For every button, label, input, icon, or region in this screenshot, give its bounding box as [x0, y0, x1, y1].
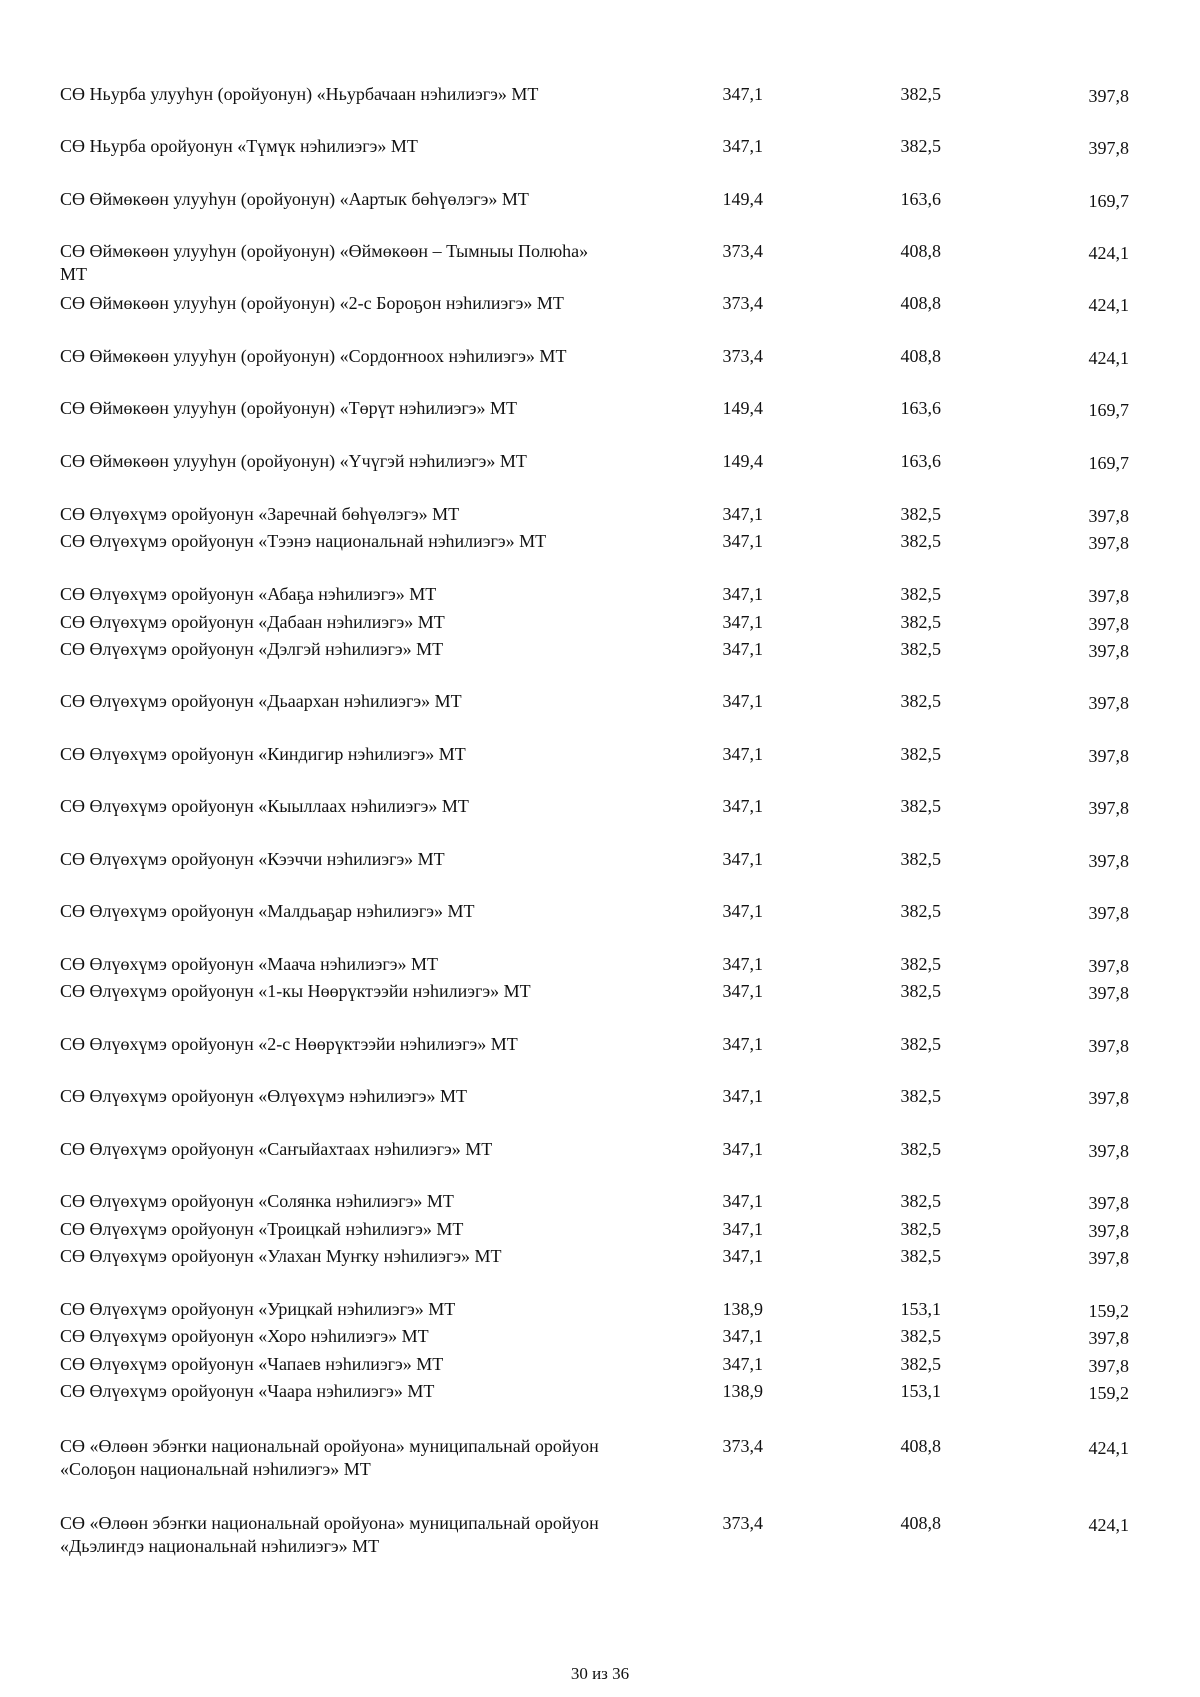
- value-col-1: 347,1: [722, 1139, 763, 1159]
- value-col-1: 138,9: [722, 1381, 763, 1401]
- value-col-2: 382,5: [900, 691, 941, 711]
- value-col-2: 382,5: [900, 981, 941, 1001]
- municipality-name: СӨ Өлүөхүмэ оройуонун «Заречнай бөһүөлэгэ» МТ: [60, 504, 460, 524]
- value-col-1: 347,1: [722, 901, 763, 921]
- municipality-name: СӨ «Өлөөн эбэҥки национальнай оройуона» муниципальнай оройуон «Солоҕон национальнай нэһилиэгэ» МТ: [60, 1436, 599, 1479]
- value-col-1: 347,1: [722, 849, 763, 869]
- municipality-name: СӨ Өлүөхүмэ оройуонун «1-кы Нөөрүктээйи нэһилиэгэ» МТ: [60, 981, 531, 1001]
- value-col-3: 397,8: [1088, 1088, 1129, 1108]
- value-col-3: 397,8: [1088, 138, 1129, 158]
- value-col-2: 382,5: [900, 1086, 941, 1106]
- value-col-2: 382,5: [900, 744, 941, 764]
- municipality-name: СӨ Өлүөхүмэ оройуонун «Абаҕа нэһилиэгэ» МТ: [60, 584, 437, 604]
- municipality-name: СӨ Өлүөхүмэ оройуонун «Кээччи нэһилиэгэ» МТ: [60, 849, 445, 869]
- value-col-3: 169,7: [1088, 191, 1129, 211]
- municipality-name: СӨ Өлүөхүмэ оройуонун «Дэлгэй нэһилиэгэ» МТ: [60, 639, 444, 659]
- value-col-2: 153,1: [900, 1381, 941, 1401]
- municipality-name: СӨ Өлүөхүмэ оройуонун «2-с Нөөрүктээйи нэһилиэгэ» МТ: [60, 1034, 518, 1054]
- value-col-3: 397,8: [1088, 983, 1129, 1003]
- value-col-1: 347,1: [722, 136, 763, 156]
- value-col-2: 408,8: [900, 346, 941, 366]
- value-col-3: 397,8: [1088, 614, 1129, 634]
- municipality-name: СӨ Өлүөхүмэ оройуонун «Хоро нэһилиэгэ» МТ: [60, 1326, 429, 1346]
- value-col-3: 397,8: [1088, 693, 1129, 713]
- value-col-2: 163,6: [900, 398, 941, 418]
- value-col-1: 149,4: [722, 451, 763, 471]
- municipality-name: СӨ Өлүөхүмэ оройуонун «Солянка нэһилиэгэ» МТ: [60, 1191, 454, 1211]
- municipality-name: СӨ Өймөкөөн улууһун (оройуонун) «Өймөкөөн – Тымныы Полюһа» МТ: [60, 241, 589, 284]
- municipality-name: СӨ Өлүөхүмэ оройуонун «Троицкай нэһилиэгэ» МТ: [60, 1219, 464, 1239]
- value-col-1: 347,1: [722, 954, 763, 974]
- value-col-2: 382,5: [900, 954, 941, 974]
- municipality-name: СӨ Өлүөхүмэ оройуонун «Тээнэ национальнай нэһилиэгэ» МТ: [60, 531, 547, 551]
- value-col-3: 424,1: [1088, 243, 1129, 263]
- value-col-3: 397,8: [1088, 586, 1129, 606]
- municipality-name: СӨ Ньурба оройуонун «Түмүк нэһилиэгэ» МТ: [60, 136, 418, 156]
- value-col-2: 408,8: [900, 1436, 941, 1456]
- municipality-name: СӨ Өлүөхүмэ оройуонун «Малдьаҕар нэһилиэгэ» МТ: [60, 901, 475, 921]
- value-col-1: 347,1: [722, 612, 763, 632]
- value-col-3: 169,7: [1088, 400, 1129, 420]
- value-col-1: 347,1: [722, 691, 763, 711]
- value-col-3: 397,8: [1088, 903, 1129, 923]
- value-col-3: 159,2: [1088, 1301, 1129, 1321]
- value-col-1: 373,4: [722, 293, 763, 313]
- value-col-1: 149,4: [722, 398, 763, 418]
- municipality-name: СӨ Ньурба улууһун (оройуонун) «Ньурбачаан нэһилиэгэ» МТ: [60, 84, 539, 104]
- municipality-name: СӨ Өлүөхүмэ оройуонун «Чаара нэһилиэгэ» МТ: [60, 1381, 435, 1401]
- municipality-name: СӨ Өймөкөөн улууһун (оройуонун) «2-с Бороҕон нэһилиэгэ» МТ: [60, 293, 564, 313]
- municipality-name: СӨ Өймөкөөн улууһун (оройуонун) «Үчүгэй нэһилиэгэ» МТ: [60, 451, 527, 471]
- value-col-2: 382,5: [900, 1326, 941, 1346]
- value-col-3: 397,8: [1088, 956, 1129, 976]
- value-col-2: 408,8: [900, 1513, 941, 1533]
- value-col-1: 347,1: [722, 1034, 763, 1054]
- value-col-2: 382,5: [900, 796, 941, 816]
- value-col-2: 382,5: [900, 1191, 941, 1211]
- value-col-3: 397,8: [1088, 1141, 1129, 1161]
- municipality-name: СӨ Өлүөхүмэ оройуонун «Чапаев нэһилиэгэ» МТ: [60, 1354, 444, 1374]
- value-col-1: 347,1: [722, 1086, 763, 1106]
- value-col-2: 382,5: [900, 1139, 941, 1159]
- municipality-name: СӨ Өлүөхүмэ оройуонун «Улахан Муҥку нэһилиэгэ» МТ: [60, 1246, 502, 1266]
- value-col-2: 382,5: [900, 1034, 941, 1054]
- municipality-name: СӨ Өлүөхүмэ оройуонун «Кыыллаах нэһилиэгэ» МТ: [60, 796, 469, 816]
- value-col-2: 163,6: [900, 451, 941, 471]
- municipality-name: СӨ Өлүөхүмэ оройуонун «Киндигир нэһилиэгэ» МТ: [60, 744, 466, 764]
- municipality-name: СӨ «Өлөөн эбэҥки национальнай оройуона» муниципальнай оройуон «Дьэлиҥдэ национальнай нэһилиэгэ» МТ: [60, 1513, 599, 1556]
- value-col-3: 397,8: [1088, 1248, 1129, 1268]
- value-col-3: 397,8: [1088, 533, 1129, 553]
- value-col-2: 382,5: [900, 901, 941, 921]
- value-col-3: 397,8: [1088, 1328, 1129, 1348]
- municipality-name: СӨ Өлүөхүмэ оройуонун «Урицкай нэһилиэгэ» МТ: [60, 1299, 456, 1319]
- value-col-1: 347,1: [722, 981, 763, 1001]
- value-col-2: 382,5: [900, 639, 941, 659]
- value-col-1: 373,4: [722, 346, 763, 366]
- value-col-2: 382,5: [900, 504, 941, 524]
- municipality-name: СӨ Өймөкөөн улууһун (оройуонун) «Аартык бөһүөлэгэ» МТ: [60, 189, 529, 209]
- value-col-1: 347,1: [722, 639, 763, 659]
- value-col-3: 397,8: [1088, 86, 1129, 106]
- value-col-1: 373,4: [722, 1513, 763, 1533]
- value-col-2: 382,5: [900, 584, 941, 604]
- value-col-2: 382,5: [900, 136, 941, 156]
- value-col-2: 382,5: [900, 1246, 941, 1266]
- municipality-name: СӨ Өймөкөөн улууһун (оройуонун) «Сордоҥноох нэһилиэгэ» МТ: [60, 346, 567, 366]
- value-col-1: 373,4: [722, 1436, 763, 1456]
- value-col-3: 397,8: [1088, 1036, 1129, 1056]
- value-col-2: 382,5: [900, 1219, 941, 1239]
- value-col-1: 347,1: [722, 1191, 763, 1211]
- value-col-2: 408,8: [900, 293, 941, 313]
- value-col-1: 347,1: [722, 504, 763, 524]
- value-col-2: 382,5: [900, 84, 941, 104]
- value-col-1: 347,1: [722, 1354, 763, 1374]
- value-col-3: 169,7: [1088, 453, 1129, 473]
- value-col-2: 382,5: [900, 849, 941, 869]
- value-col-1: 373,4: [722, 241, 763, 261]
- value-col-2: 382,5: [900, 531, 941, 551]
- municipality-name: СӨ Өлүөхүмэ оройуонун «Дьаархан нэһилиэгэ» МТ: [60, 691, 462, 711]
- municipality-name: СӨ Өлүөхүмэ оройуонун «Маача нэһилиэгэ» МТ: [60, 954, 439, 974]
- municipality-name: СӨ Өймөкөөн улууһун (оройуонун) «Төрүт нэһилиэгэ» МТ: [60, 398, 517, 418]
- municipality-name: СӨ Өлүөхүмэ оройуонун «Өлүөхүмэ нэһилиэгэ» МТ: [60, 1086, 468, 1106]
- value-col-1: 138,9: [722, 1299, 763, 1319]
- value-col-3: 424,1: [1088, 1438, 1129, 1458]
- value-col-3: 424,1: [1088, 295, 1129, 315]
- value-col-1: 347,1: [722, 796, 763, 816]
- value-col-2: 408,8: [900, 241, 941, 261]
- value-col-3: 397,8: [1088, 1221, 1129, 1241]
- value-col-1: 149,4: [722, 189, 763, 209]
- value-col-1: 347,1: [722, 1219, 763, 1239]
- value-col-1: 347,1: [722, 531, 763, 551]
- value-col-3: 397,8: [1088, 1193, 1129, 1213]
- value-col-3: 397,8: [1088, 746, 1129, 766]
- page-number: 30 из 36: [570, 1664, 630, 1683]
- value-col-2: 382,5: [900, 1354, 941, 1374]
- municipality-name: СӨ Өлүөхүмэ оройуонун «Саҥыйахтаах нэһилиэгэ» МТ: [60, 1139, 493, 1159]
- value-col-1: 347,1: [722, 1326, 763, 1346]
- value-col-3: 397,8: [1088, 506, 1129, 526]
- value-col-3: 424,1: [1088, 1515, 1129, 1535]
- municipality-name: СӨ Өлүөхүмэ оройуонун «Дабаан нэһилиэгэ» МТ: [60, 612, 445, 632]
- value-col-3: 159,2: [1088, 1383, 1129, 1403]
- value-col-1: 347,1: [722, 1246, 763, 1266]
- value-col-1: 347,1: [722, 584, 763, 604]
- value-col-3: 397,8: [1088, 641, 1129, 661]
- value-col-2: 153,1: [900, 1299, 941, 1319]
- value-col-1: 347,1: [722, 84, 763, 104]
- value-col-3: 424,1: [1088, 348, 1129, 368]
- value-col-3: 397,8: [1088, 851, 1129, 871]
- value-col-2: 163,6: [900, 189, 941, 209]
- value-col-3: 397,8: [1088, 798, 1129, 818]
- value-col-3: 397,8: [1088, 1356, 1129, 1376]
- value-col-2: 382,5: [900, 612, 941, 632]
- value-col-1: 347,1: [722, 744, 763, 764]
